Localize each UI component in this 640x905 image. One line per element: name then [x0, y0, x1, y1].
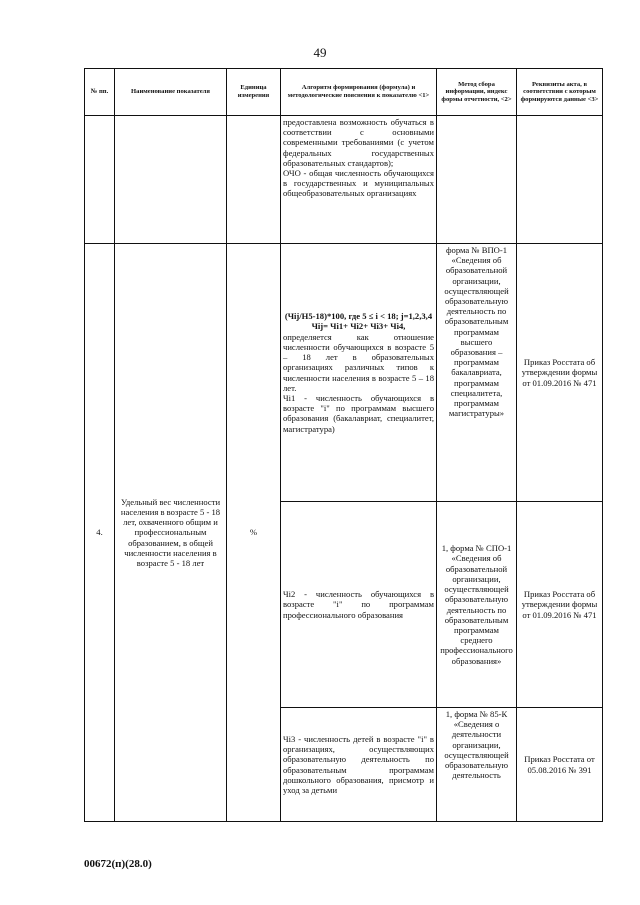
continuation-text: предоставлена возможность обучаться в соответствии с основными современными требованиями (с учетом федеральных государственных образовательных стандартов); ОЧО - общая численность обучающихся в государственных и муниципальных общеобразовательных организациях: [281, 116, 437, 244]
table-row-continuation: [85, 116, 603, 244]
row4-algorithm: [281, 244, 437, 502]
row4-req1: Приказ Росстата об утверждении формы от 01.09.2016 № 471: [517, 244, 603, 502]
table-row-4a: [85, 244, 603, 502]
row4-req2: Приказ Росстата об утверждении формы от 01.09.2016 № 471: [517, 502, 603, 708]
header-requisites: Реквизиты акта, в соответствии с которым формируются данные <3>: [517, 69, 603, 116]
page-number: 49: [313, 45, 327, 60]
row4-formula-text: определяется как отношение численности обучающихся в возрасте 5 – 18 лет в образовательных организациях различных типов к численности населения в возрасте 5 – 18 лет. Чi1 - численность обучающихся в возрасте "i" по программам высшего образования (бакалавриат, специалитет, магистратура): [283, 331, 434, 434]
row4-sub2: Чi2 - численность обучающихся в возрасте "i" по программам профессионального образования: [281, 502, 437, 708]
header-num: № пп.: [85, 69, 115, 116]
row4-method3: 1, форма № 85-К «Сведения о деятельности организации, осуществляющей образовательную деятельность: [437, 708, 517, 822]
row4-method1: форма № ВПО-1 «Сведения об образовательной организации, осуществляющей образовательную деятельность по образовательным программам высшего образования – программам бакалавриата, программам специалитета, программам магистратуры»: [437, 244, 517, 502]
row4-sub3: Чi3 - численность детей в возрасте "i" в организациях, осуществляющих образовательную деятельность по образовательным программам дошкольного образования, присмотр и уход за детьми: [281, 708, 437, 822]
indicators-table: [84, 68, 603, 822]
header-name: Наименование показателя: [115, 69, 227, 116]
row4-req3: Приказ Росстата от 05.08.2016 № 391: [517, 708, 603, 822]
row4-method2: 1, форма № СПО-1 «Сведения об образовательной организации, осуществляющей образовательную деятельность по образовательным программам среднего профессионального образования»: [437, 502, 517, 708]
document-code: 00672(п)(28.0): [84, 858, 152, 870]
header-unit: Единица измерения: [227, 69, 281, 116]
header-method: Метод сбора информации, индекс формы отчетности, <2>: [437, 69, 517, 116]
header-algorithm: Алгоритм формирования (формула) и методологические пояснения к показателю <1>: [281, 69, 437, 116]
row4-unit: %: [227, 244, 281, 822]
row4-name: Удельный вес численности населения в возрасте 5 - 18 лет, охваченного общим и профессиональным образованием, в общей численности населения в возрасте 5 - 18 лет: [115, 244, 227, 822]
row4-num: 4.: [85, 244, 115, 822]
row4-formula: (Чij/Н5-18)*100, где 5 ≤ i < 18; j=1,2,3,4 Чij= Чi1+ Чi2+ Чi3+ Чi4,: [284, 311, 433, 332]
table-header-row: [85, 69, 603, 116]
